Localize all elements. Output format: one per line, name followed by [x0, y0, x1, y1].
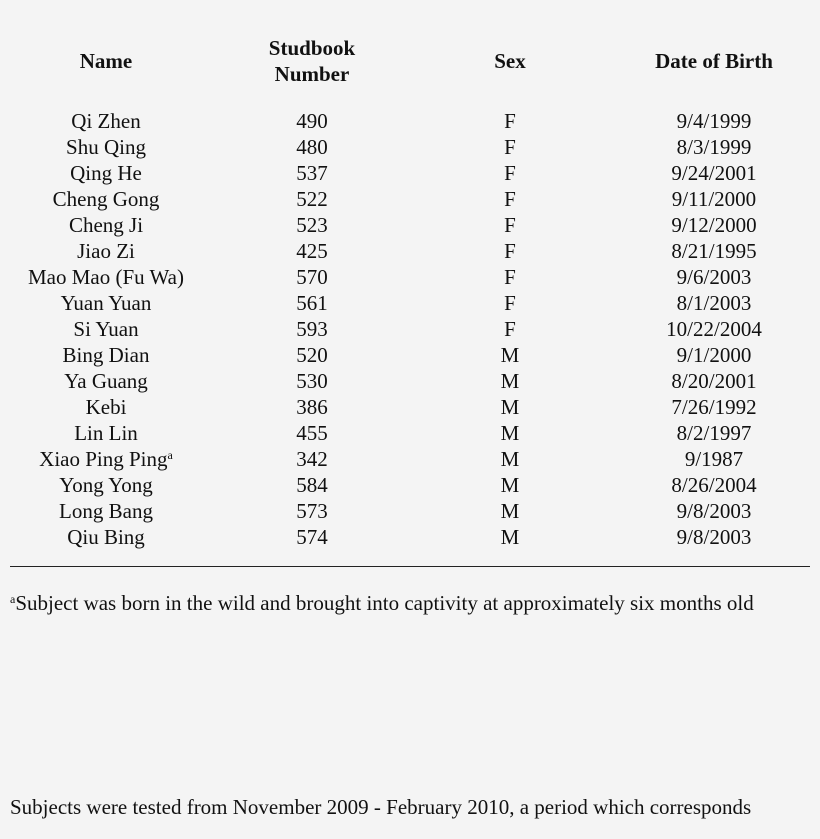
header-studbook-line1: Studbook	[268, 36, 356, 60]
header-studbook-number	[212, 30, 412, 92]
subject-name: Qiu Bing	[67, 525, 145, 549]
cell-sex: F	[504, 109, 516, 133]
cell-date-of-birth: 9/24/2001	[671, 161, 757, 185]
cell-sex: M	[500, 421, 520, 445]
cell-sex: M	[500, 447, 520, 471]
cell-sex: F	[504, 265, 516, 289]
cell-date-of-birth: 7/26/1992	[671, 395, 757, 419]
cell-studbook-number: 480	[296, 135, 328, 159]
table-row	[0, 342, 820, 368]
table-row	[0, 186, 820, 212]
cell-studbook-number: 455	[296, 421, 328, 445]
cell-name	[0, 420, 212, 446]
header-studbook-line2: Number	[274, 62, 350, 86]
cell-date-of-birth: 9/8/2003	[676, 525, 752, 549]
cell-sex: F	[504, 239, 516, 263]
table-row	[0, 290, 820, 316]
cell-studbook-number: 584	[296, 473, 328, 497]
cell-studbook-number: 520	[296, 343, 328, 367]
cell-sex: F	[504, 187, 516, 211]
table-row	[0, 108, 820, 134]
cell-name	[0, 212, 212, 238]
table-row	[0, 316, 820, 342]
header-date-of-birth: Date of Birth	[655, 49, 773, 73]
table-row	[0, 472, 820, 498]
footnote-marker: a	[10, 592, 16, 606]
subject-name: Ya Guang	[64, 369, 148, 393]
subjects-table-container	[0, 30, 820, 550]
cell-studbook-number: 537	[296, 161, 328, 185]
subject-name: Cheng Ji	[68, 213, 144, 237]
cell-sex: M	[500, 499, 520, 523]
subject-name: Qi Zhen	[71, 109, 141, 133]
cell-studbook-number: 574	[296, 525, 328, 549]
cell-date-of-birth: 10/22/2004	[666, 317, 762, 341]
footnote-reference: a	[167, 448, 173, 462]
table-row	[0, 264, 820, 290]
cell-sex: F	[504, 317, 516, 341]
table-row	[0, 212, 820, 238]
cell-name	[0, 472, 212, 498]
cell-date-of-birth: 8/21/1995	[671, 239, 757, 263]
subject-name: Mao Mao (Fu Wa)	[28, 265, 184, 289]
footnote-divider	[10, 566, 810, 567]
subject-name: Bing Dian	[62, 343, 150, 367]
table-row	[0, 498, 820, 524]
footnote-text: Subject was born in the wild and brought into captivity at approximately six months old	[15, 591, 754, 615]
cell-sex: F	[504, 161, 516, 185]
cell-studbook-number: 573	[296, 499, 328, 523]
subject-name: Yuan Yuan	[60, 291, 152, 315]
subject-name: Yong Yong	[59, 473, 153, 497]
cell-studbook-number: 561	[296, 291, 328, 315]
cell-name	[0, 342, 212, 368]
subject-name: Kebi	[85, 395, 127, 419]
subject-name: Long Bang	[59, 499, 153, 523]
cell-studbook-number: 342	[296, 447, 328, 471]
subject-name: Xiao Ping Ping	[39, 447, 168, 471]
cell-date-of-birth: 9/4/1999	[676, 109, 752, 133]
cell-studbook-number: 386	[296, 395, 328, 419]
cell-sex: M	[500, 525, 520, 549]
table-row	[0, 420, 820, 446]
cell-name	[0, 290, 212, 316]
cell-date-of-birth: 9/8/2003	[676, 499, 752, 523]
cell-date-of-birth: 8/3/1999	[676, 135, 752, 159]
cell-sex: F	[504, 213, 516, 237]
table-row	[0, 446, 820, 472]
table-row	[0, 238, 820, 264]
table-row	[0, 524, 820, 550]
subjects-table	[0, 30, 820, 550]
cell-sex: M	[500, 395, 520, 419]
cell-date-of-birth: 9/11/2000	[671, 187, 757, 211]
cell-name	[0, 238, 212, 264]
table-row	[0, 134, 820, 160]
cell-name	[0, 264, 212, 290]
footnote	[10, 589, 820, 617]
header-name: Name	[79, 49, 133, 73]
cell-studbook-number: 425	[296, 239, 328, 263]
header-sex: Sex	[494, 49, 526, 73]
cell-studbook-number: 593	[296, 317, 328, 341]
cell-studbook-number: 530	[296, 369, 328, 393]
cell-name	[0, 186, 212, 212]
cell-name	[0, 108, 212, 134]
cell-date-of-birth: 9/6/2003	[676, 265, 752, 289]
cell-studbook-number: 523	[296, 213, 328, 237]
subject-name: Shu Qing	[66, 135, 146, 159]
cell-studbook-number: 490	[296, 109, 328, 133]
cell-date-of-birth: 8/20/2001	[671, 369, 757, 393]
table-row	[0, 160, 820, 186]
cell-studbook-number: 570	[296, 265, 328, 289]
cell-date-of-birth: 9/1/2000	[676, 343, 752, 367]
cell-sex: F	[504, 135, 516, 159]
subject-name: Si Yuan	[73, 317, 139, 341]
cell-name	[0, 316, 212, 342]
cell-date-of-birth: 8/26/2004	[671, 473, 757, 497]
cell-date-of-birth: 8/1/2003	[676, 291, 752, 315]
cell-date-of-birth: 9/1987	[684, 447, 744, 471]
cell-sex: M	[500, 473, 520, 497]
cell-name	[0, 368, 212, 394]
cell-date-of-birth: 9/12/2000	[671, 213, 757, 237]
table-row	[0, 368, 820, 394]
cell-name	[0, 498, 212, 524]
subject-name: Lin Lin	[74, 421, 138, 445]
cell-name	[0, 394, 212, 420]
subject-name: Qing He	[70, 161, 142, 185]
cell-date-of-birth: 8/2/1997	[676, 421, 752, 445]
table-row	[0, 394, 820, 420]
subject-name: Jiao Zi	[77, 239, 135, 263]
cell-sex: M	[500, 343, 520, 367]
table-body	[0, 108, 820, 550]
cell-name	[0, 160, 212, 186]
cell-name	[0, 134, 212, 160]
header-spacer	[0, 92, 820, 108]
cell-sex: M	[500, 369, 520, 393]
table-header	[0, 30, 820, 108]
cell-name	[0, 524, 212, 550]
cell-name	[0, 446, 212, 472]
cell-studbook-number: 522	[296, 187, 328, 211]
subject-name: Cheng Gong	[52, 187, 160, 211]
cell-sex: F	[504, 291, 516, 315]
body-paragraph: Subjects were tested from November 2009 - February 2010, a period which corresponds	[10, 795, 752, 819]
